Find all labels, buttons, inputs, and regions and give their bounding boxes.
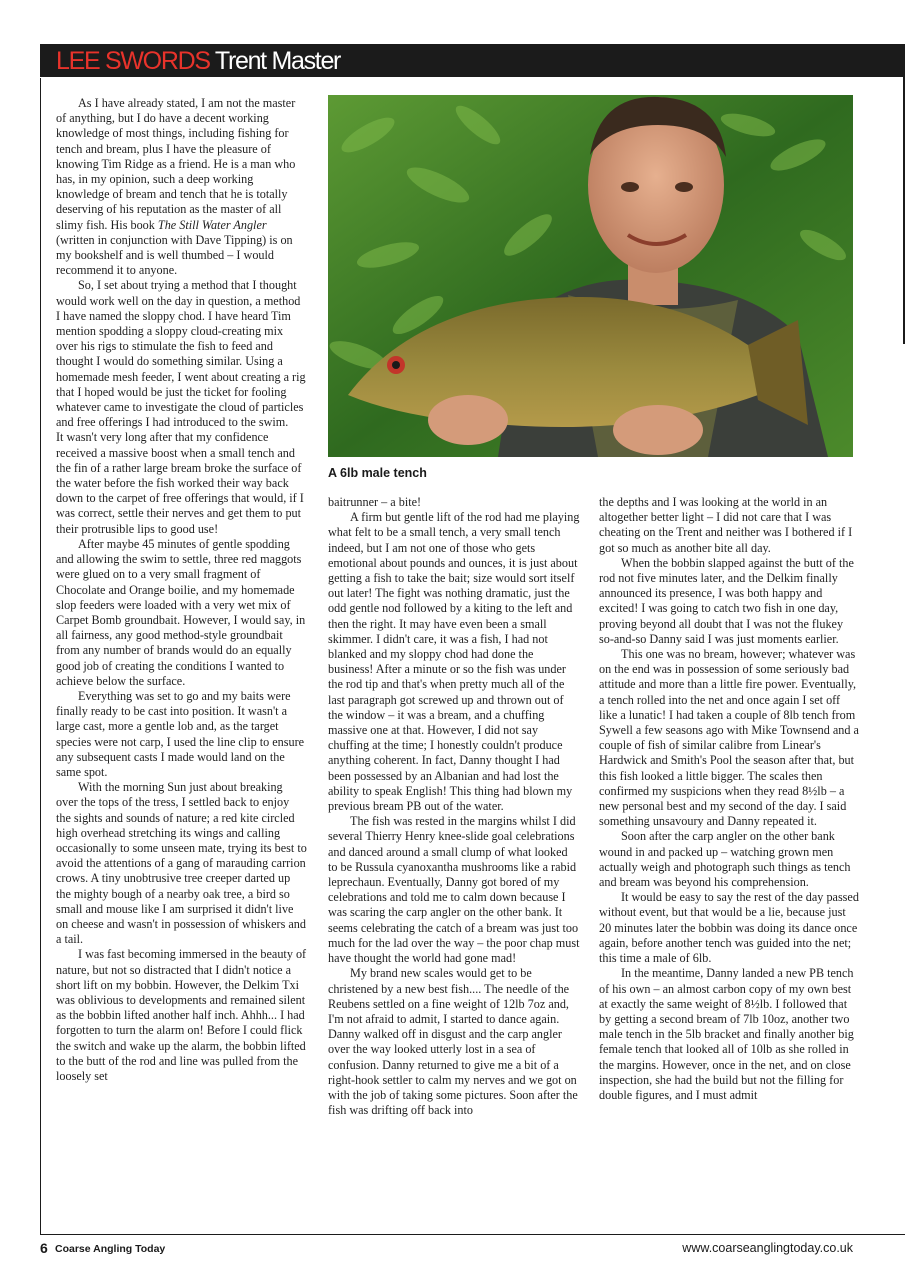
paragraph: I was fast becoming immersed in the beauty of nature, but not so distracted that I didn't notice a short lift on my bobbin. However, the Delkim Txi was oblivious to developments and remained silent as the bobbin lifted another half inch. Ahhh... I had forgotten to turn the alarm on! Before I could flick the switch and wake up the alarm, the bobbin lifted to the butt of the rod and line was pulled from the loosely set [56,947,307,1083]
page-header [56,46,340,76]
paragraph: This one was no bream, however; whatever was on the end was in possession of some seriously bad attitude and more than a little fire power. Eventually, a tench rolled into the net and once again I set off like a lunatic! I had taken a couple of 8lb tench from Sywell a few seasons ago with Mike Townsend and a couple of fish of similar calibre from Linear's Hardwick and Smith's Pool the season after that, but this fish looked a little bigger. The scales then confirmed my suspicions when they read 8½lb – a new personal best and my second of the day. I said something unsavoury and Danny repeated it. [599,647,859,829]
paragraph: Everything was set to go and my baits were finally ready to be cast into position. It wasn't a large cast, more a gentle lob and, as the target species were not carp, I used the line clip to ensure any subsequent casts I made would land on the same spot. [56,688,305,779]
paragraph: Soon after the carp angler on the other bank wound in and packed up – watching grown men actually weigh and photograph such things as tench and bream was beyond his comprehension. [599,829,851,890]
article-column-3 [599,495,859,1103]
paragraph: In the meantime, Danny landed a new PB tench of his own – an almost carbon copy of my own best at exactly the same weight of 8½lb. I followed that by getting a second bream of 7lb 10oz, another two male tench in the 5lb bracket and finally another big female tench that looked all of 10lb as she rolled in the margins. However, once in the net, and on close inspection, she had the build but not the filling for double figures, and I must admit [599,966,854,1102]
paragraph: A firm but gentle lift of the rod had me playing what felt to be a small tench, a very small tench indeed, but I am not one of those who gets emotional about pounds and ounces, it is just about getting a fish to take the bait; size would sort itself out later! The fight was nothing dramatic, just the odd gentle nod followed by a kiting to the left and then the right. It may have even been a small skimmer. I didn't care, it was a fish, I had not blanked and my sloppy chod had done the business! After a minute or so the fish was under the rod tip and that's when pretty much all of the last paragraph got screwed up and thrown out of the window – it was a bream, and a chuffing massive one at that. However, I did not say chuffing at the time; I honestly couldn't produce anything coherent. In fact, Danny thought I had been possessed by an Albanian and had lost the ability to speak English! This thing had blown my previous bream PB out of the water. [328,510,580,814]
paragraph: When the bobbin slapped against the butt of the rod not five minutes later, and the Delkim finally announced its presence, I was both happy and excited! I was going to catch two fish in one day, proving beyond all doubt that I was not the flukey so-and-so Danny said I was just moments earlier. [599,555,854,646]
paragraph: So, I set about trying a method that I thought would work well on the day in question, a method I have named the sloppy chod. I have heard Tim mention spodding a sloppy cloud-creating mix over his rigs to stimulate the fish to feed and thought I would do something similar. Using a homemade mesh feeder, I went about creating a rig that I hoped would be just the ticket for fooling whatever came to investigate the cloud of particles and free offerings I had introduced to the swim. [56,278,306,430]
section-title: Trent Master [214,47,341,75]
footer-rule [40,1234,905,1235]
website-url[interactable]: www.coarseanglingtoday.co.uk [682,1241,853,1255]
left-rule [40,78,41,1234]
article-column-1 [56,96,307,1084]
magazine-name: Coarse Angling Today [55,1243,166,1255]
paragraph: baitrunner – a bite! [328,495,422,509]
article-column-2 [328,495,580,1118]
paragraph: It wasn't very long after that my confidence received a massive boost when a small tench and the fin of a rather large bream broke the surface of the water before the fish worked their way back down to the carpet of free offerings that would, if I was correct, settle their nerves and get them to put their protrusible lips to good use! [56,430,304,536]
page-number: 6 [40,1240,48,1256]
paragraph: It would be easy to say the rest of the day passed without event, but that would be a lie, because just 20 minutes later the bobbin was doing its dance once again, before another tench was guided into the net; this time a male of 6lb. [599,890,859,966]
paragraph: With the morning Sun just about breaking over the tops of the tress, I settled back to enjoy the sights and sounds of nature; a red kite circled high overhead stretching its wings and calling occasionally to some unseen mate, trying its best to avoid the attentions of a gang of marauding carrion crows. A tiny unobtrusive tree creeper darted up the mighty bough of a nearby oak tree, a bird so small and mouse like I am surprised it didn't live on cheese and wasn't in possession of whiskers and a tail. [56,780,307,947]
photo-caption: A 6lb male tench [328,466,427,480]
paragraph: The fish was rested in the margins whilst I did several Thierry Henry knee-slide goal celebrations and danced around a small clump of what looked to be Russula cyanoxantha mushrooms like a rabid leprechaun. Eventually, Danny got bored of my celebrations and told me to calm down because I was scaring the carp angler on the other bank. It seems celebrating the catch of a bream was just too much for the lad over the way – the poor chap must have thought the world had gone mad! [328,814,580,966]
paragraph: My brand new scales would get to be christened by a new best fish.... The needle of the Reubens settled on a fine weight of 12lb 7oz and, I'm not afraid to admit, I started to dance again. Danny walked off in disgust and the carp angler over the way looked utterly lost in a sea of confusion. Danny returned to give me a bit of a right-hook settler to calm my nerves and we got on with the job of taking some pictures. Soon after the fish was drifting off back into [328,966,578,1118]
author-name: LEE SWORDS [56,47,210,75]
paragraph: the depths and I was looking at the world in an altogether better light – I did not care that I was cheating on the Trent and neither was I bothered if I got so much as another bite all day. [599,495,853,555]
angler-holding-tench-photo [328,95,853,457]
paragraph: After maybe 45 minutes of gentle spodding and allowing the swim to settle, three red maggots were glued on to a very small fragment of Chocolate and Orange boilie, and my homemade slop feeders were loaded with a very wet mix of Carpet Bomb groundbait. However, I would say, in all fairness, any good method-style groundbait from any number of brands would do an equally good job of creating the conditions I wanted to achieve below the surface. [56,536,306,688]
paragraph: As I have already stated, I am not the master of anything, but I do have a decent working knowledge of most things, including fishing for tench and bream, plus I have the pleasure of knowing Tim Ridge as a friend. He is a man who has, in my opinion, such a deep working knowledge of bream and tench that he is totally deserving of his reputation as the master of all slimy fish. His book The Still Water Angler (written in conjunction with Dave Tipping) is on my bookshelf and is well thumbed – I would recommend it to anyone. [56,96,296,278]
book-title: The Still Water Angler [157,217,267,232]
